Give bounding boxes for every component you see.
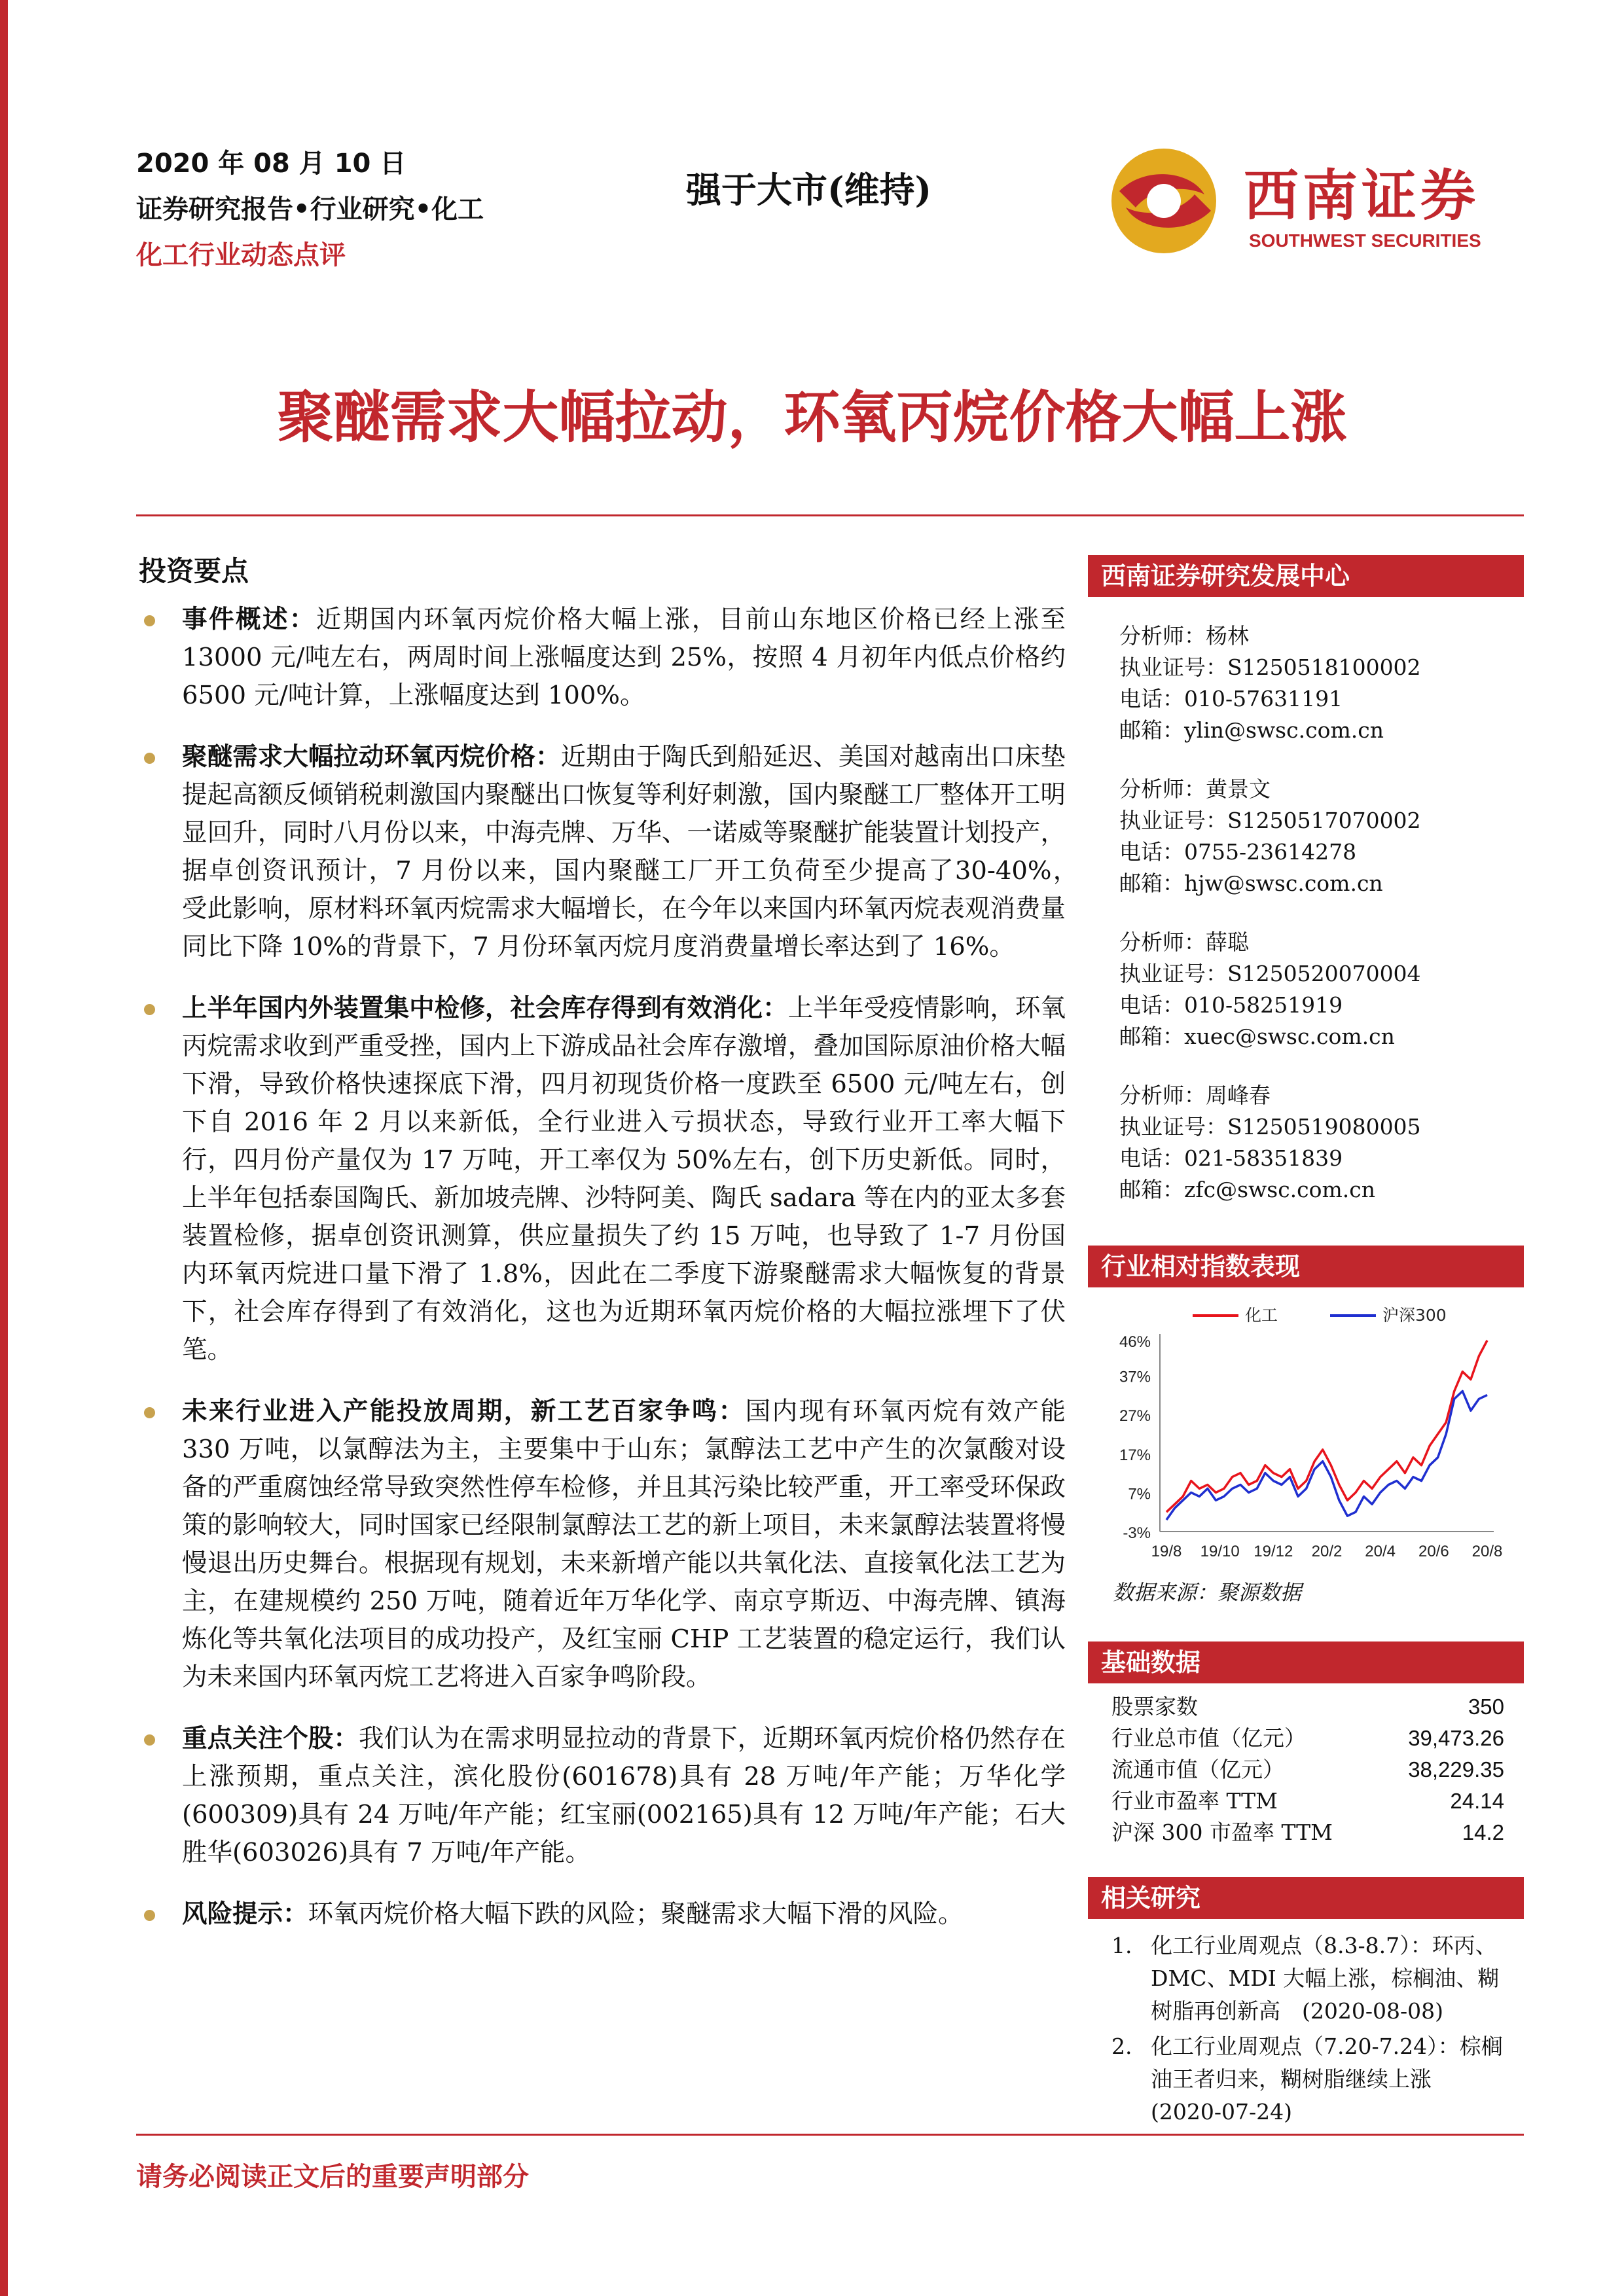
analyst-block [1119,620,1421,746]
research-center-heading: 西南证券研究发展中心 [1088,555,1524,597]
analyst-block [1119,927,1421,1052]
analyst-cert: 执业证号：S1250519080005 [1119,1114,1421,1139]
x-tick-label: 20/4 [1365,1543,1396,1560]
logo-text-en: SOUTHWEST SECURITIES [1249,230,1481,251]
basic-data-heading: 基础数据 [1088,1641,1524,1683]
point-label: 事件概述： [182,605,316,634]
bullet-dot-icon [144,1004,155,1015]
series-line [1166,1340,1487,1512]
report-title: 聚醚需求大幅拉动，环氧丙烷价格大幅上涨 [277,384,1347,450]
logo-emblem-icon [1106,145,1224,257]
x-tick-label: 20/2 [1311,1543,1343,1560]
footer-divider [136,2134,1524,2136]
point-text: 国内现有环氧丙烷有效产能 330 万吨，以氯醇法为主，主要集中于山东；氯醇法工艺中产生的次氯酸对设备的严重腐蚀经常导致突然性停车检修，并且其污染比较严重，开工率受环保政策的影响较大，同时国家已经限制氯醇法工艺的新上项目，未来氯醇法装置将慢慢退出历史舞台。根据现有规划，未来新增产能以共氧化法、直接氧化法工艺为主，在建规模约 250 万吨，随着近年万华化学、南京亨斯迈、中海壳牌、镇海炼化等共氧化法项目的成功投产，及红宝丽 CHP 工艺装置的稳定运行，我们认为未来国内环氧丙烷工艺将进入百家争鸣阶段。 [182,1397,1066,1692]
x-tick-label: 20/6 [1418,1543,1449,1560]
x-tick-label: 19/8 [1151,1543,1182,1560]
investment-points [136,601,1091,1957]
row-key: 流通市值（亿元） [1111,1757,1284,1782]
basic-data-panel [1088,1641,1524,1857]
analyst-cert: 执业证号：S1250518100002 [1119,655,1421,680]
point-text: 上半年受疫情影响，环氧丙烷需求收到严重受挫，国内上下游成品社会库存激增，叠加国际原油价格大幅下滑，导致价格快速探底下滑，四月初现货价格一度跌至 6500 元/吨左右，创下自 2016 年 2 月以来新低，全行业进入亏损状态，导致行业开工率大幅下行，四月份产量仅为 17 万吨，开工率仅为 50%左右，创下历史新低。同时，上半年包括泰国陶氏、新加坡壳牌、沙特阿美、陶氏 sadara 等在内的亚太多套装置检修，据卓创资讯测算，供应量损失了约 15 万吨，也导致了 1-7 月份国内环氧丙烷进口量下滑了 1.8%，因此在二季度下游聚醚需求大幅恢复的背景下，社会库存得到了有效消化，这也为近期环氧丙烷价格的大幅拉涨埋下了伏笔。 [182,994,1066,1365]
report-date: 2020 年 08 月 10 日 [136,149,406,179]
title-divider [136,514,1524,516]
report-subtitle: 化工行业动态点评 [136,240,346,270]
table-row [1111,1754,1504,1785]
table-row [1111,1723,1504,1754]
list-item [136,990,1066,1369]
analyst-cert: 执业证号：S1250517070002 [1119,808,1421,833]
relative-index-chart [1088,1289,1524,1577]
row-key: 股票家数 [1111,1694,1198,1719]
item-text: 化工行业周观点（8.3-8.7）：环丙、DMC、MDI 大幅上涨，棕榈油、糊树脂再创新高 (2020-08-08) [1151,1933,1500,2024]
point-label: 聚醚需求大幅拉动环氧丙烷价格： [182,742,561,772]
analyst-phone: 电话：0755-23614278 [1119,839,1357,865]
bullet-dot-icon [144,1910,155,1921]
list-item [136,601,1066,715]
y-tick-label: 37% [1119,1368,1151,1386]
item-text: 化工行业周观点（7.20-7.24）：棕榈油王者归来，糊树脂继续上涨 (2020-07-24) [1151,2034,1503,2125]
investment-points-heading: 投资要点 [139,555,249,587]
y-tick-label: 17% [1119,1446,1151,1464]
row-value: 24.14 [1450,1789,1504,1813]
analyst-block [1119,774,1421,899]
analyst-name: 分析师：杨林 [1119,623,1249,649]
analyst-cert: 执业证号：S1250520070004 [1119,961,1421,986]
analyst-name: 分析师：周峰春 [1119,1083,1271,1108]
legend-label: 沪深300 [1382,1306,1447,1325]
analyst-email[interactable]: 邮箱：xuec@swsc.com.cn [1119,1024,1395,1049]
point-label: 重点关注个股： [182,1724,359,1753]
southwest-securities-logo [1106,145,1525,257]
related-research-panel [1088,1877,1524,2126]
row-key: 行业总市值（亿元） [1111,1725,1306,1751]
point-text: 近期国内环氧丙烷价格大幅上涨，目前山东地区价格已经上涨至13000 元/吨左右，两周时间上涨幅度达到 25%，按照 4 月初年内低点价格约6500 元/吨计算，上涨幅度达到 100%。 [182,605,1066,710]
chart-heading: 行业相对指数表现 [1088,1246,1524,1287]
x-tick-label: 19/10 [1200,1543,1240,1560]
list-item [136,1720,1066,1872]
analyst-phone: 电话：010-57631191 [1119,686,1343,711]
bullet-dot-icon [144,1407,155,1418]
chart-section [1088,1246,1524,1287]
logo-text-cn: 西南证券 [1244,163,1480,228]
point-text: 环氧丙烷价格大幅下跌的风险；聚醚需求大幅下滑的风险。 [308,1899,964,1929]
row-key: 行业市盈率 TTM [1111,1788,1278,1814]
analyst-name: 分析师：黄景文 [1119,776,1271,802]
report-category: 证券研究报告•行业研究•化工 [136,194,484,224]
table-row [1111,1785,1504,1817]
research-center-panel [1088,555,1524,1236]
rating: 强于大市(维持) [686,169,932,211]
analyst-name: 分析师：薛聪 [1119,929,1249,955]
bullet-dot-icon [144,615,155,626]
x-tick-label: 19/12 [1254,1543,1293,1560]
analyst-email[interactable]: 邮箱：hjw@swsc.com.cn [1119,870,1383,896]
y-tick-label: 27% [1119,1407,1151,1426]
point-label: 上半年国内外装置集中检修，社会库存得到有效消化： [182,994,788,1023]
y-tick-label: 46% [1119,1333,1151,1351]
related-research-heading: 相关研究 [1088,1877,1524,1919]
point-label: 风险提示： [182,1899,308,1929]
analyst-email[interactable]: 邮箱：zfc@swsc.com.cn [1119,1177,1376,1202]
row-value: 14.2 [1462,1820,1504,1844]
item-number: 1. [1111,1933,1132,1958]
point-label: 未来行业进入产能投放周期，新工艺百家争鸣： [182,1397,746,1426]
analyst-email[interactable]: 邮箱：ylin@swsc.com.cn [1119,717,1384,743]
list-item [136,1393,1066,1696]
legend-label: 化工 [1245,1306,1278,1325]
list-item [136,1895,1066,1933]
analyst-block [1119,1080,1421,1206]
row-key: 沪深 300 市盈率 TTM [1111,1820,1333,1845]
analyst-phone: 电话：021-58351839 [1119,1145,1343,1171]
row-value: 350 [1468,1695,1504,1719]
item-number: 2. [1111,2034,1132,2059]
point-text: 我们认为在需求明显拉动的背景下，近期环氧丙烷价格仍然存在上涨预期，重点关注，滨化股份(601678)具有 28 万吨/年产能；万华化学(600309)具有 24 万吨/年产能；红宝丽(002165)具有 12 万吨/年产能；石大胜华(603026)具有 7 万吨/年产能。 [182,1724,1066,1867]
footer-disclaimer: 请务必阅读正文后的重要声明部分 [136,2161,529,2192]
x-tick-label: 20/8 [1471,1543,1503,1560]
row-value: 39,473.26 [1408,1726,1504,1750]
y-tick-label: -3% [1123,1524,1151,1542]
point-text: 近期由于陶氏到船延迟、美国对越南出口床垫提起高额反倾销税刺激国内聚醚出口恢复等利好刺激，国内聚醚工厂整体开工明显回升，同时八月份以来，中海壳牌、万华、一诺威等聚醚扩能装置计划投产，据卓创资讯预计，7 月份以来，国内聚醚工厂开工负荷至少提高了30-40%， 受此影响，原材料环氧丙烷需求大幅增长，在今年以来国内环氧丙烷表观消费量同比下降 10%的背景下，7 月份环氧丙烷月度消费量增长率达到了 16%。 [182,742,1091,961]
row-value: 38,229.35 [1408,1757,1504,1782]
left-accent-bar [0,0,8,2296]
bullet-dot-icon [144,1734,155,1746]
list-item[interactable] [1111,1929,1504,2028]
analyst-phone: 电话：010-58251919 [1119,992,1343,1018]
table-row [1111,1817,1504,1848]
list-item [136,738,1091,966]
line-chart [1088,1289,1524,1577]
chart-source: 数据来源：聚源数据 [1113,1580,1302,1605]
list-item[interactable] [1111,2030,1504,2128]
bullet-dot-icon [144,753,155,764]
y-tick-label: 7% [1128,1485,1151,1503]
table-row [1111,1691,1504,1723]
